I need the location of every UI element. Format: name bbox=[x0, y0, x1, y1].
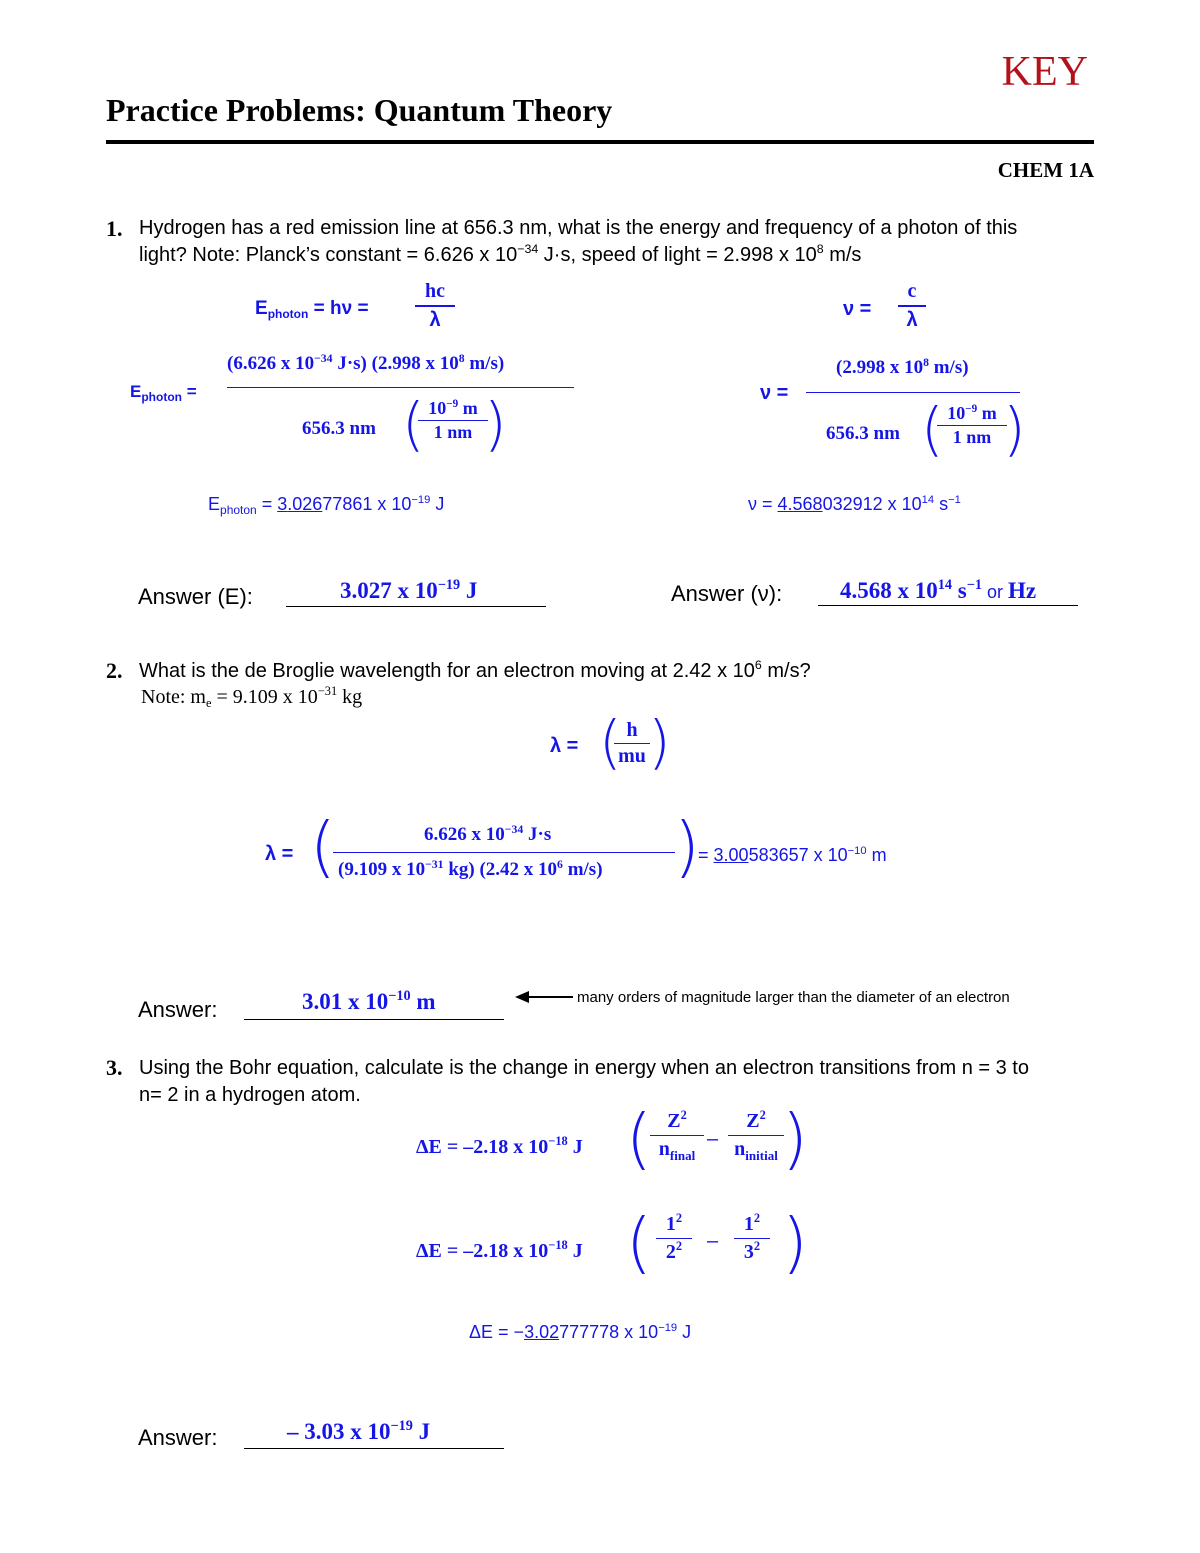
bohr-minus: – bbox=[707, 1128, 719, 1150]
q2-h-mu-right-paren: ) bbox=[648, 708, 671, 776]
answer-e-label: Answer (E): bbox=[138, 584, 253, 609]
nu-definition: ν = bbox=[843, 298, 872, 320]
q3-text-line2: n= 2 in a hydrogen atom. bbox=[139, 1084, 361, 1106]
q2-h-mu-left-paren: ( bbox=[599, 708, 622, 776]
nu-conv-left-paren: ( bbox=[921, 395, 944, 463]
answer-nu-value: 4.568 x $10^{14}$ $s^{-1}$ or Hz bbox=[840, 577, 1037, 603]
c-over-lambda: c λ bbox=[898, 280, 926, 332]
course-label: CHEM 1A bbox=[997, 158, 1094, 182]
bohr-numeric-right-paren: ) bbox=[782, 1204, 808, 1281]
q2-big-right-paren: ) bbox=[674, 808, 700, 885]
one2-over-three2: $1^2$ $3^2$ bbox=[734, 1213, 770, 1264]
e-photon-denominator: 656.3 nm bbox=[302, 418, 376, 439]
q2-lambda-lhs: λ = bbox=[265, 843, 294, 865]
hc-over-lambda: hc λ bbox=[415, 280, 455, 332]
bohr-numeric-minus: – bbox=[707, 1230, 719, 1252]
answer-e-line bbox=[286, 606, 546, 607]
nu-fraction-bar bbox=[806, 392, 1020, 393]
bohr-general-right-paren: ) bbox=[782, 1100, 808, 1177]
e-photon-definition: $E_{photon} = h\nu$ = bbox=[255, 298, 369, 322]
q2-big-left-paren: ( bbox=[310, 808, 336, 885]
q2-lambda-definition: λ = bbox=[550, 735, 579, 757]
q2-denominator: (9.109 x $10^{-31}$ kg) (2.42 x $10^6$ m/s) bbox=[338, 857, 603, 880]
q1-text-line2: light? Note: Planck’s constant = 6.626 x $10^{-34}$ J·s, speed of light = 2.998 x $10^8$ m/s bbox=[139, 242, 862, 266]
z2-over-ninitial2: $Z^2$ $n_{initial}$ bbox=[728, 1110, 784, 1161]
bohr-equation-general: ΔE = –2.18 x $10^{-18}$ J bbox=[416, 1134, 583, 1158]
page-title: Practice Problems: Quantum Theory bbox=[106, 92, 613, 128]
nu-lhs: ν = bbox=[760, 382, 789, 404]
q3-answer-line bbox=[244, 1448, 504, 1449]
key-label: KEY bbox=[1001, 49, 1088, 95]
q1-text-line1: Hydrogen has a red emission line at 656.3 nm, what is the energy and frequency of a photon of this bbox=[139, 217, 1018, 239]
bohr-numeric-left-paren: ( bbox=[626, 1204, 652, 1281]
e-conv-right-paren: ) bbox=[484, 390, 507, 458]
nu-result: ν = 4.568032912 x $10^{14}$ $s^{-1}$ bbox=[748, 494, 961, 514]
e-photon-fraction-bar bbox=[227, 387, 574, 388]
q3-answer-value: – 3.03 x $10^{-19}$ J bbox=[287, 1418, 431, 1444]
q3-result: ΔE = −3.02777778 x $10^{-19}$ J bbox=[469, 1322, 692, 1342]
bohr-general-left-paren: ( bbox=[626, 1100, 652, 1177]
q2-answer-label: Answer: bbox=[138, 997, 218, 1022]
q3-number: 3. bbox=[106, 1055, 123, 1080]
q2-result: = 3.00583657 x $10^{-10}$ m bbox=[698, 845, 887, 865]
q3-text-line1: Using the Bohr equation, calculate is the change in energy when an electron transitions from n = 3 to bbox=[139, 1057, 1029, 1079]
e-photon-result: $E_{photon} = 3.02677861$ x $10^{-19}$ J bbox=[208, 494, 445, 518]
h-over-mu: h mu bbox=[614, 719, 650, 768]
q2-fraction-bar bbox=[333, 852, 675, 853]
q2-answer-line bbox=[244, 1019, 504, 1020]
q2-text-line1: What is the de Broglie wavelength for an electron moving at 2.42 x $10^6$ m/s? bbox=[139, 658, 811, 682]
q2-note: Note: $m_e = 9.109$ x $10^{-31}$ kg bbox=[141, 684, 363, 711]
q2-number: 2. bbox=[106, 658, 123, 683]
left-arrow-icon bbox=[515, 990, 575, 1004]
answer-nu-line bbox=[818, 605, 1078, 606]
q2-arrow-note: many orders of magnitude larger than the diameter of an electron bbox=[577, 989, 1010, 1006]
one2-over-two2: $1^2$ $2^2$ bbox=[656, 1213, 692, 1264]
nu-numerator: (2.998 x $10^8$ m/s) bbox=[836, 355, 969, 378]
answer-nu-label: Answer (ν): bbox=[671, 581, 783, 606]
e-photon-lhs: $E_{photon}$ = bbox=[130, 382, 197, 405]
nu-conversion-factor: $10^{-9}$ m 1 nm bbox=[937, 403, 1007, 448]
q2-numerator: 6.626 x $10^{-34}$ J·s bbox=[424, 822, 552, 845]
e-photon-numerator: (6.626 x $10^{-34}$ J·s) (2.998 x $10^8$ m/s) bbox=[227, 351, 505, 374]
q2-answer-value: 3.01 x $10^{-10}$ m bbox=[302, 988, 436, 1014]
nu-conv-right-paren: ) bbox=[1003, 395, 1026, 463]
e-conversion-factor: $10^{-9}$ m 1 nm bbox=[418, 398, 488, 443]
title-rule bbox=[106, 140, 1094, 144]
bohr-equation-numeric: ΔE = –2.18 x $10^{-18}$ J bbox=[416, 1238, 583, 1262]
q3-answer-label: Answer: bbox=[138, 1425, 218, 1450]
e-conv-left-paren: ( bbox=[402, 390, 425, 458]
answer-e-value: 3.027 x $10^{-19}$ J bbox=[340, 577, 478, 603]
q1-number: 1. bbox=[106, 216, 123, 241]
z2-over-nfinal2: $Z^2$ $n_{final}$ bbox=[650, 1110, 704, 1161]
nu-denominator: 656.3 nm bbox=[826, 423, 900, 444]
